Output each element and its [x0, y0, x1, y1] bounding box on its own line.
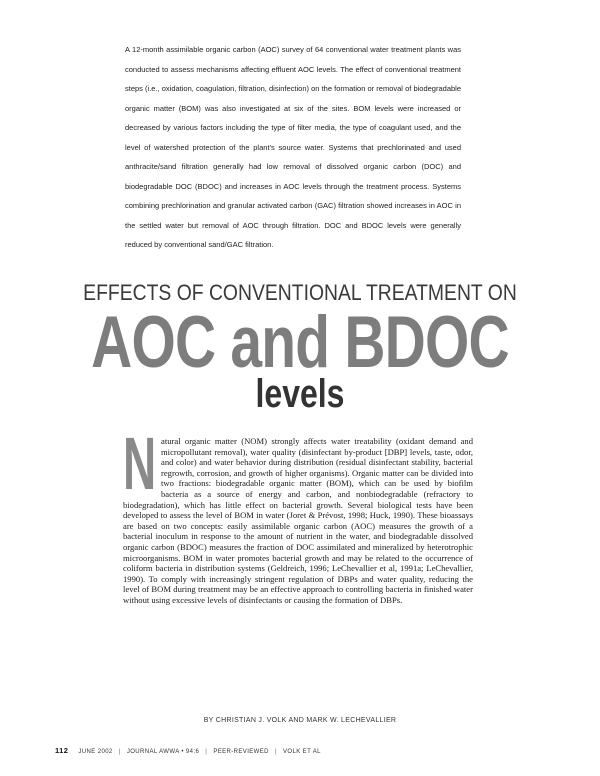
article-body: [123, 422, 473, 606]
footer-date: JUNE 2002: [78, 749, 113, 755]
drop-cap-box: [123, 422, 157, 505]
drop-cap: N: [123, 422, 157, 505]
footer-type: PEER-REVIEWED: [213, 749, 269, 755]
abstract: A 12-month assimilable organic carbon (AOC) survey of 64 conventional water treatment plants was conducted to assess mechanisms affecting effluent AOC levels. The effect of conventional treatment steps (i.e., oxidation, coagulation, filtration, disinfection) on the formation or removal of biodegradable organic matter (BOM) was also investigated at six of the sites. BOM levels were increased or decreased by various factors including the type of filter media, the type of coagulant used, and the level of watershed protection of the plant’s source water. Systems that prechlorinated and used anthracite/sand filtration generally had low removal of dissolved organic carbon (DOC) and biodegradable DOC (BDOC) and increases in AOC levels through the treatment process. Systems combining prechlorination and granular activated carbon (GAC) filtration showed increases in AOC in the settled water but removal of AOC through filtration. DOC and BDOC levels were generally reduced by conventional sand/GAC filtration.: [125, 45, 461, 249]
page-number: 112: [55, 746, 69, 755]
footer-journal: JOURNAL AWWA • 94:6: [126, 749, 200, 755]
title-sub: levels: [255, 372, 345, 416]
footer-separator: |: [274, 749, 277, 755]
footer-authors: VOLK ET AL: [283, 749, 321, 755]
title-kicker: EFFECTS OF CONVENTIONAL TREATMENT ON: [83, 280, 517, 305]
byline: BY CHRISTIAN J. VOLK AND MARK W. LECHEVALLIER: [203, 717, 397, 724]
title-main: AOC and BDOC: [91, 302, 509, 383]
body-text: atural organic matter (NOM) strongly affects water treatability (oxidant demand and micropollutant removal), water quality (disinfectant by-product [DBP] levels, taste, odor, and color) and water behavior during distribution (residual disinfectant stability, bacterial regrowth, corrosion, and growth of higher organisms). Organic matter can be divided into two fractions: biodegradable organic matter (BOM), which can be used by biofilm bacteria as a source of energy and carbon, and nonbiodegradable (refractory to biodegradation), which has little effect on bacterial growth. Several biological tests have been developed to assess the level of BOM in water (Joret & Prévost, 1998; Huck, 1990). These bioassays are based on two concepts: easily assimilable organic carbon (AOC) measures the growth of a bacterial inoculum in response to the amount of nutrient in the water, and biodegradable dissolved organic carbon (BDOC) measures the fraction of DOC assimilated and mineralized by heterotrophic microorganisms. BOM in water promotes bacterial growth and may be related to the occurrence of coliform bacteria in distribution systems (Geldreich, 1996; LeChevallier et al, 1991a; LeChevallier, 1990). To comply with increasingly stringent regulation of DBPs and water quality, reducing the level of BOM during treatment may be an effective approach to controlling bacteria in finished water without using excessive levels of disinfectants or causing the formation of DBPs.: [123, 436, 473, 605]
footer-separator: |: [118, 749, 121, 755]
page-footer: [55, 746, 555, 755]
footer-separator: |: [205, 749, 208, 755]
